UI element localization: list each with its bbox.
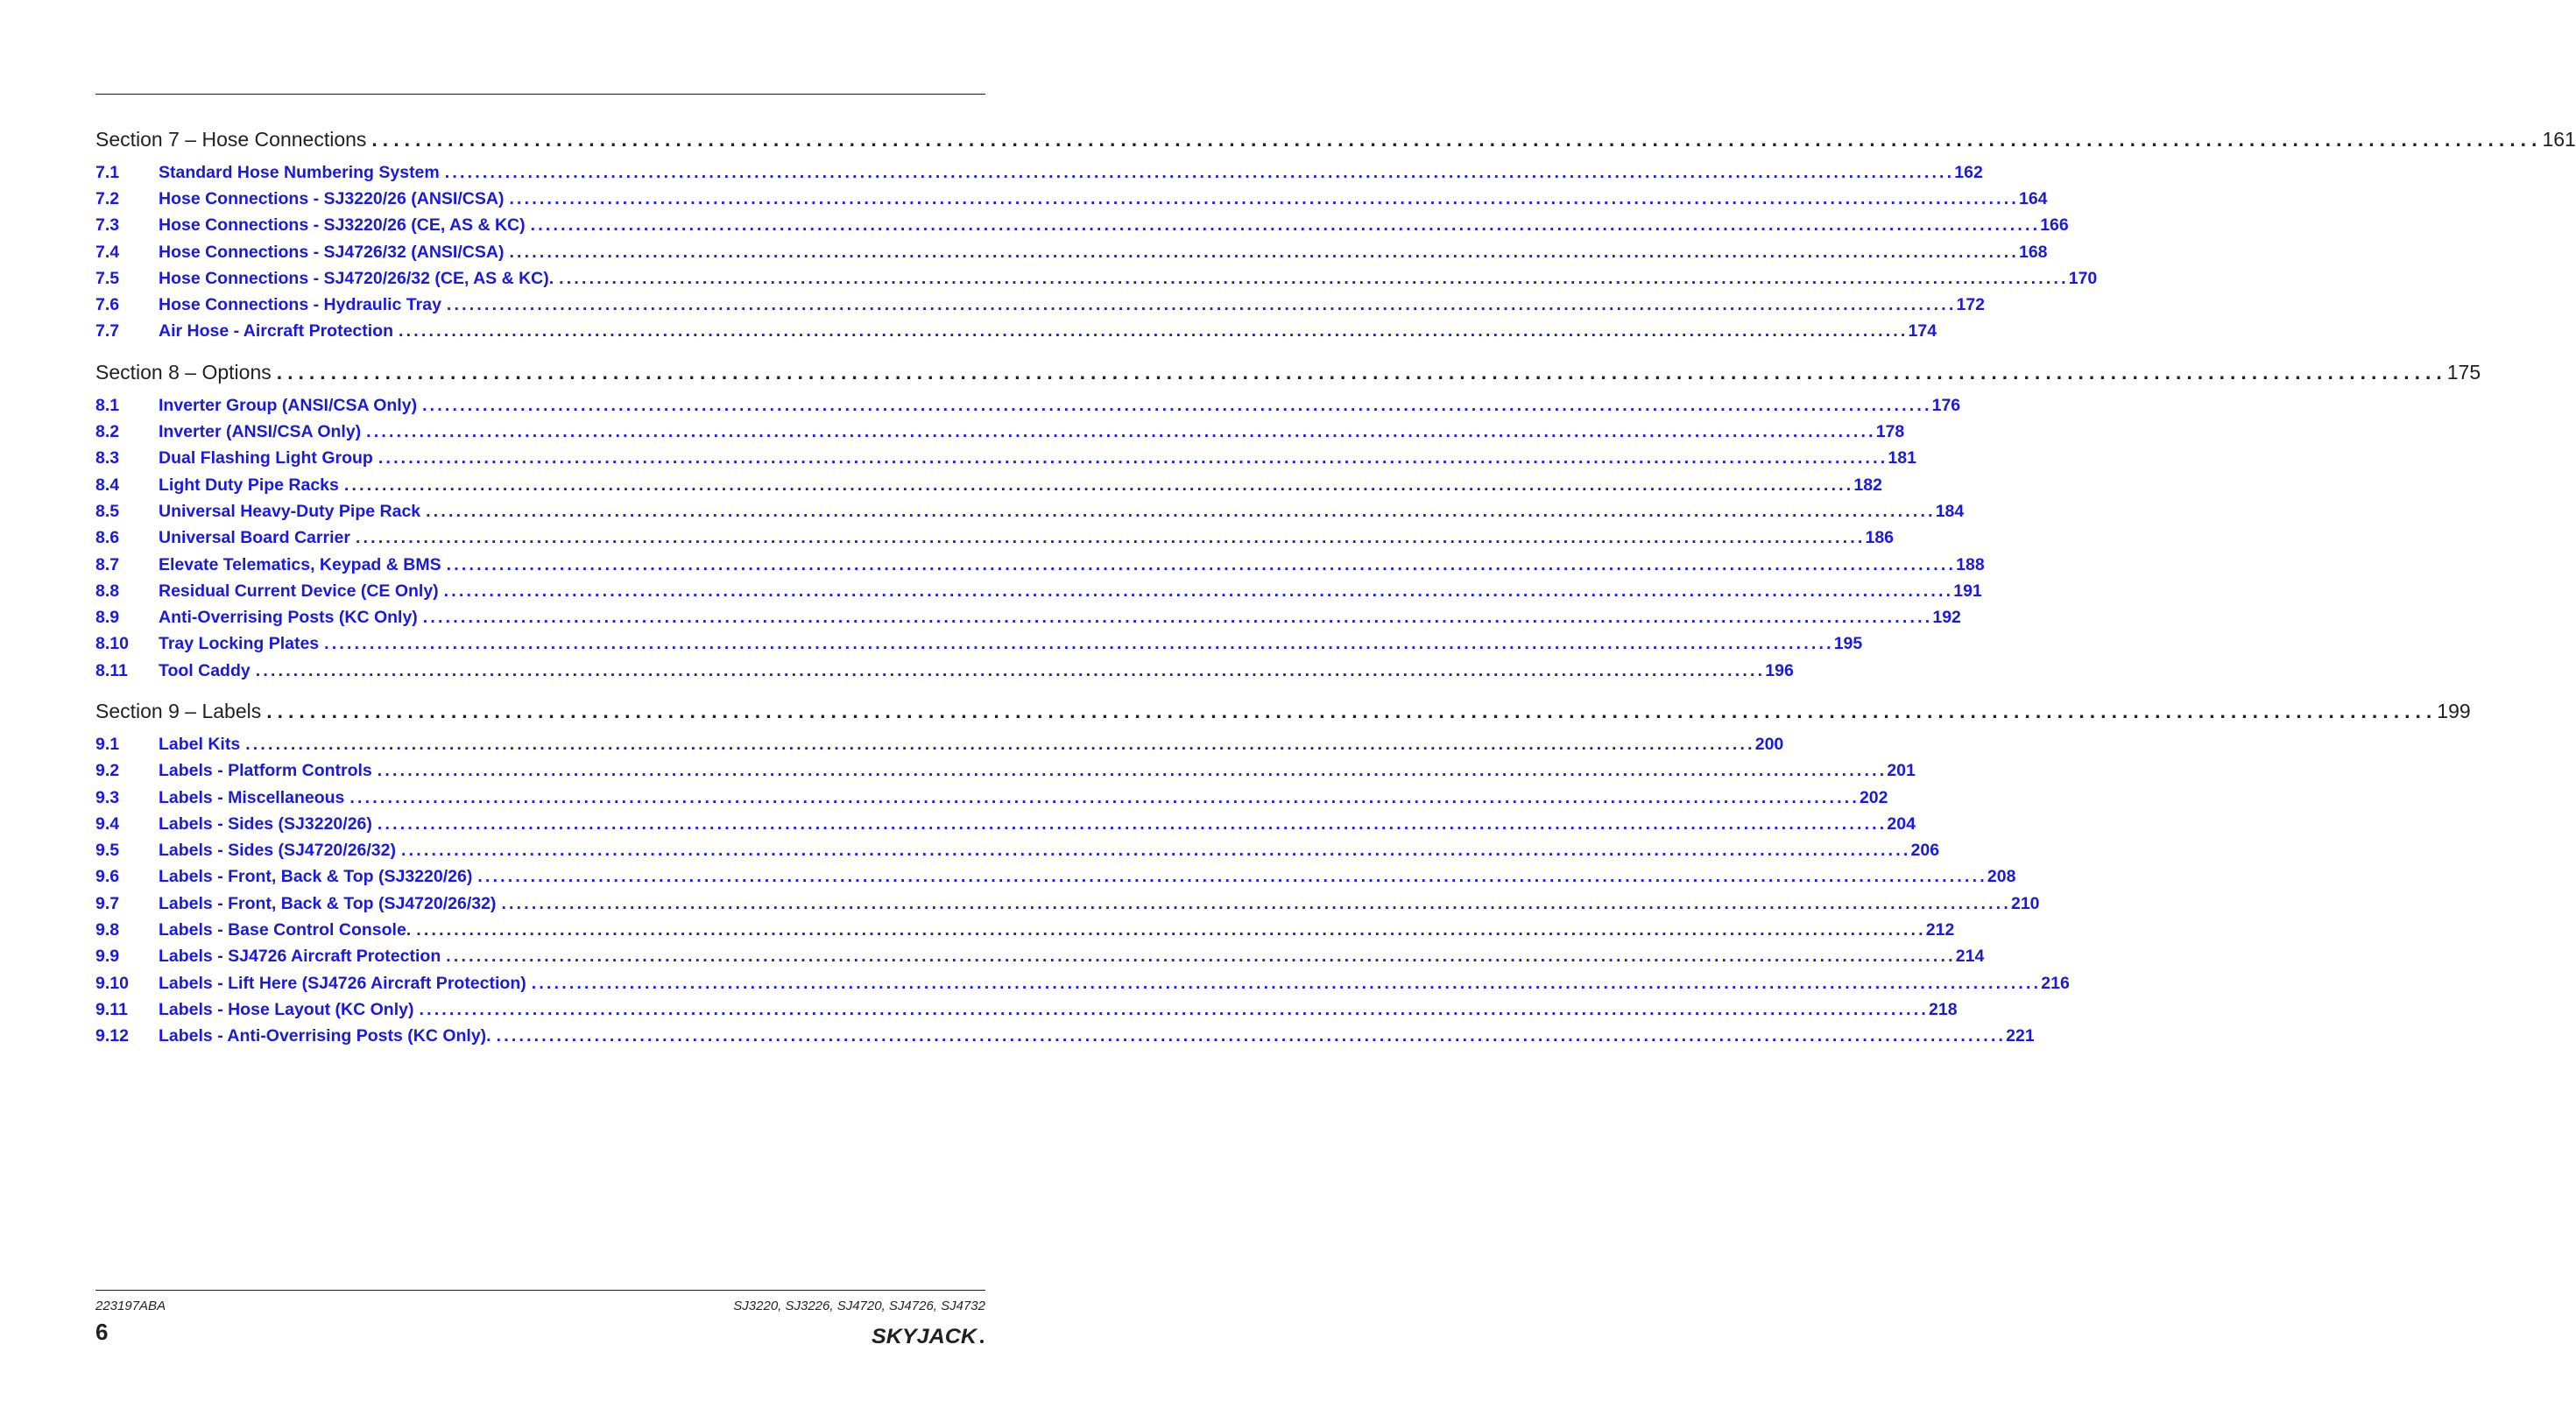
section-title: Section 9 – Labels: [95, 699, 262, 722]
section-heading-link[interactable]: [95, 691, 2471, 731]
entry-number: 7.5: [95, 268, 120, 288]
entry-title: Tray Locking Plates: [159, 634, 320, 654]
entry-title: Anti-Overrising Posts (KC Only): [159, 608, 418, 628]
entry-number: 8.11: [95, 660, 128, 680]
entry-title: Labels - Hose Layout (KC Only): [159, 999, 414, 1019]
entry-number: 8.7: [95, 554, 120, 574]
toc-entry-link[interactable]: [95, 864, 2016, 891]
entry-page-number: 202: [1859, 787, 1888, 807]
toc-entry-link[interactable]: [95, 392, 1961, 419]
entry-number: 8.2: [95, 422, 120, 442]
dot-leader: ........................................................................................................................................................................................................: [419, 999, 1929, 1019]
toc-entry-link[interactable]: [95, 292, 1986, 318]
toc-entry-link[interactable]: [95, 578, 1982, 604]
entry-title: Labels - Platform Controls: [159, 761, 372, 781]
toc-entry-link[interactable]: [95, 498, 1965, 524]
section-heading-link[interactable]: [95, 119, 2576, 159]
dot-leader: ........................................................................................................................................................................................................: [446, 947, 1956, 967]
dot-leader: ........................................................................................................................................................................................................: [477, 867, 1987, 887]
dot-leader: ........................................................................................................................................................................................................: [422, 608, 1933, 628]
skyjack-logo-icon: [872, 1322, 985, 1347]
entry-number: 8.9: [95, 608, 120, 628]
entry-page-number: 162: [1954, 162, 1983, 182]
toc-entry-link[interactable]: [95, 970, 2070, 996]
toc-entry-link[interactable]: [95, 838, 1940, 864]
section-page-number: 161: [2542, 127, 2576, 151]
entry-page-number: 201: [1887, 761, 1916, 781]
entry-number: 8.5: [95, 501, 120, 521]
toc-entry-link[interactable]: [95, 265, 2098, 292]
toc-entry-link[interactable]: [95, 472, 1882, 498]
entry-page-number: 221: [2006, 1026, 2035, 1046]
entry-page-number: 192: [1932, 608, 1961, 628]
dot-leader: ........................................................................................................................................................................................................: [509, 242, 2019, 262]
toc-entry-link[interactable]: [95, 996, 1958, 1023]
entry-number: 9.9: [95, 947, 120, 967]
dot-leader: ........................................................................................................................................................................................................: [530, 215, 2041, 236]
entry-page-number: 212: [1925, 920, 1955, 940]
entry-page-number: 188: [1956, 554, 1985, 574]
entry-title: Labels - Sides (SJ4720/26/32): [159, 841, 396, 861]
toc-entry-link[interactable]: [95, 891, 2040, 917]
dot-leader: ........................................................................................................................................................................................................: [324, 634, 1834, 654]
toc-entry-link[interactable]: [95, 758, 1916, 785]
entry-title: Labels - Base Control Console.: [159, 920, 412, 940]
entry-number: 8.6: [95, 528, 120, 548]
entry-number: 9.6: [95, 867, 120, 887]
dot-leader: ........................................................................................................................................................................................................: [501, 893, 2011, 913]
entry-number: 7.2: [95, 188, 120, 208]
entry-page-number: 168: [2018, 242, 2048, 262]
dot-leader: ........................................................................................................................................................................................................: [366, 422, 1876, 442]
entry-number: 7.4: [95, 242, 120, 262]
entry-page-number: 195: [1833, 634, 1863, 654]
toc-entry-link[interactable]: [95, 319, 1937, 345]
dot-leader: ........................................................................................................................................................................................................: [377, 813, 1888, 834]
entry-number: 9.8: [95, 920, 120, 940]
entry-number: 9.2: [95, 761, 120, 781]
section-spacer: [95, 684, 985, 691]
entry-number: 8.10: [95, 634, 129, 654]
dot-leader: ........................................................................................................................................................................................................: [443, 581, 1954, 601]
toc-entry-link[interactable]: [95, 785, 1888, 811]
toc-entry-link[interactable]: [95, 631, 1863, 658]
dot-leader: ........................................................................................................................................................................................................: [446, 554, 1957, 574]
dot-leader: ........................................................................................................................................................................................................: [377, 761, 1888, 781]
entry-page-number: 204: [1887, 813, 1916, 834]
entry-page-number: 176: [1931, 395, 1961, 415]
dot-leader: ........................................................................................................................................................................................................: [446, 295, 1957, 315]
section-title: Section 7 – Hose Connections: [95, 127, 367, 151]
dot-leader: ........................................................................................................................................................................................................: [400, 841, 1911, 861]
toc-entry-link[interactable]: [95, 811, 1916, 837]
toc-section: [95, 691, 2471, 1050]
dot-leader: ........................................................................................................................................................................................................: [266, 699, 2438, 722]
entry-title: Dual Flashing Light Group: [159, 448, 373, 468]
entry-page-number: 200: [1754, 734, 1784, 754]
entry-title: Universal Board Carrier: [159, 528, 350, 548]
entry-page-number: 164: [2018, 188, 2048, 208]
entry-title: Light Duty Pipe Racks: [159, 475, 339, 495]
entry-number: 7.7: [95, 321, 120, 341]
dot-leader: ........................................................................................................................................................................................................: [355, 528, 1866, 548]
dot-leader: ........................................................................................................................................................................................................: [444, 162, 1955, 182]
entry-number: 9.10: [95, 973, 129, 993]
toc-section: [95, 119, 2576, 352]
entry-number: 7.6: [95, 295, 120, 315]
entry-page-number: 196: [1765, 660, 1794, 680]
entry-title: Hose Connections - SJ4726/32 (ANSI/CSA): [159, 242, 505, 262]
dot-leader: ........................................................................................................................................................................................................: [399, 321, 1909, 341]
entry-title: Labels - Front, Back & Top (SJ4720/26/32): [159, 893, 497, 913]
toc-entry-link[interactable]: [95, 239, 2048, 265]
entry-title: Labels - Front, Back & Top (SJ3220/26): [159, 867, 473, 887]
section-heading-link[interactable]: [95, 352, 2481, 392]
dot-leader: ........................................................................................................................................................................................................: [422, 395, 1932, 415]
entry-page-number: 210: [2010, 893, 2040, 913]
entry-number: 8.1: [95, 395, 120, 415]
toc-entry-link[interactable]: [95, 917, 1955, 943]
entry-title: Standard Hose Numbering System: [159, 162, 440, 182]
entry-page-number: 216: [2041, 973, 2070, 993]
toc-entry-link[interactable]: [95, 1024, 2035, 1050]
toc-entry-link[interactable]: [95, 731, 1784, 757]
entry-title: Inverter (ANSI/CSA Only): [159, 422, 362, 442]
entry-page-number: 186: [1865, 528, 1895, 548]
entry-number: 9.12: [95, 1026, 129, 1046]
toc-entry-link[interactable]: [95, 944, 1985, 970]
dot-leader: ........................................................................................................................................................................................................: [255, 660, 1766, 680]
entry-title: Hose Connections - SJ4720/26/32 (CE, AS & KC).: [159, 268, 554, 288]
entry-title: Elevate Telematics, Keypad & BMS: [159, 554, 441, 574]
entry-title: Inverter Group (ANSI/CSA Only): [159, 395, 418, 415]
entry-number: 7.3: [95, 215, 120, 236]
page-number: 6: [95, 1319, 109, 1345]
entry-page-number: 214: [1955, 947, 1985, 967]
entry-page-number: 166: [2040, 215, 2069, 236]
entry-number: 9.4: [95, 813, 120, 834]
document-number: 223197ABA: [95, 1299, 166, 1313]
dot-leader: ........................................................................................................................................................................................................: [349, 787, 1860, 807]
toc-entry-link[interactable]: [95, 604, 1961, 630]
entry-title: Universal Heavy-Duty Pipe Rack: [159, 501, 421, 521]
entry-page-number: 182: [1853, 475, 1882, 495]
entry-page-number: 174: [1908, 321, 1937, 341]
toc-entry-link[interactable]: [95, 213, 2069, 239]
toc-section: [95, 352, 2481, 691]
dot-leader: ........................................................................................................................................................................................................: [496, 1026, 2007, 1046]
entry-title: Hose Connections - SJ3220/26 (ANSI/CSA): [159, 188, 505, 208]
dot-leader: ........................................................................................................................................................................................................: [531, 973, 2042, 993]
toc-entry-link[interactable]: [95, 159, 1983, 186]
table-of-contents: [95, 119, 2576, 1050]
entry-number: 7.1: [95, 162, 120, 182]
entry-title: Residual Current Device (CE Only): [159, 581, 439, 601]
entry-title: Labels - Anti-Overrising Posts (KC Only).: [159, 1026, 491, 1046]
entry-number: 8.4: [95, 475, 120, 495]
dot-leader: ........................................................................................................................................................................................................: [426, 501, 1936, 521]
entry-number: 9.3: [95, 787, 120, 807]
toc-entry-link[interactable]: [95, 419, 1905, 445]
entry-number: 9.7: [95, 893, 120, 913]
entry-page-number: 181: [1888, 448, 1916, 468]
toc-entry-link[interactable]: [95, 525, 1895, 552]
footer-rule: [95, 1290, 985, 1291]
entry-title: Label Kits: [159, 734, 241, 754]
entry-title: Hose Connections - SJ3220/26 (CE, AS & KC): [159, 215, 526, 236]
dot-leader: ........................................................................................................................................................................................................: [378, 448, 1888, 468]
dot-leader: ........................................................................................................................................................................................................: [509, 188, 2019, 208]
section-title: Section 8 – Options: [95, 360, 272, 384]
section-spacer: [95, 345, 985, 352]
entry-title: Hose Connections - Hydraulic Tray: [159, 295, 441, 315]
entry-title: Labels - Sides (SJ3220/26): [159, 813, 372, 834]
section-page-number: 175: [2446, 360, 2481, 384]
entry-title: Labels - SJ4726 Aircraft Protection: [159, 947, 441, 967]
entry-title: Tool Caddy: [159, 660, 251, 680]
entry-page-number: 206: [1910, 841, 1940, 861]
entry-page-number: 191: [1953, 581, 1982, 601]
dot-leader: ........................................................................................................................................................................................................: [371, 127, 2543, 151]
entry-page-number: 170: [2068, 268, 2098, 288]
model-list: SJ3220, SJ3226, SJ4720, SJ4726, SJ4732: [733, 1299, 985, 1313]
entry-page-number: 184: [1935, 501, 1965, 521]
dot-leader: ........................................................................................................................................................................................................: [416, 920, 1926, 940]
section-page-number: 199: [2437, 699, 2471, 722]
entry-number: 9.1: [95, 734, 120, 754]
entry-number: 9.5: [95, 841, 120, 861]
entry-page-number: 178: [1875, 422, 1905, 442]
dot-leader: ........................................................................................................................................................................................................: [343, 475, 1854, 495]
entry-title: Labels - Miscellaneous: [159, 787, 345, 807]
entry-page-number: 172: [1956, 295, 1986, 315]
entry-number: 8.3: [95, 448, 120, 468]
entry-title: Air Hose - Aircraft Protection: [159, 321, 393, 341]
entry-title: Labels - Lift Here (SJ4726 Aircraft Protection): [159, 973, 526, 993]
entry-page-number: 208: [1987, 867, 2016, 887]
toc-entry-link[interactable]: [95, 186, 2048, 212]
header-rule: [95, 94, 985, 95]
entry-page-number: 218: [1929, 999, 1958, 1019]
toc-entry-link[interactable]: [95, 446, 1916, 472]
dot-leader: ........................................................................................................................................................................................................: [559, 268, 2069, 288]
toc-entry-link[interactable]: [95, 658, 1794, 684]
entry-number: 9.11: [95, 999, 128, 1019]
dot-leader: ........................................................................................................................................................................................................: [245, 734, 1755, 754]
toc-entry-link[interactable]: [95, 552, 1985, 578]
dot-leader: ........................................................................................................................................................................................................: [276, 360, 2447, 384]
entry-number: 8.8: [95, 581, 120, 601]
logo-text: SKYJACK: [872, 1325, 978, 1348]
